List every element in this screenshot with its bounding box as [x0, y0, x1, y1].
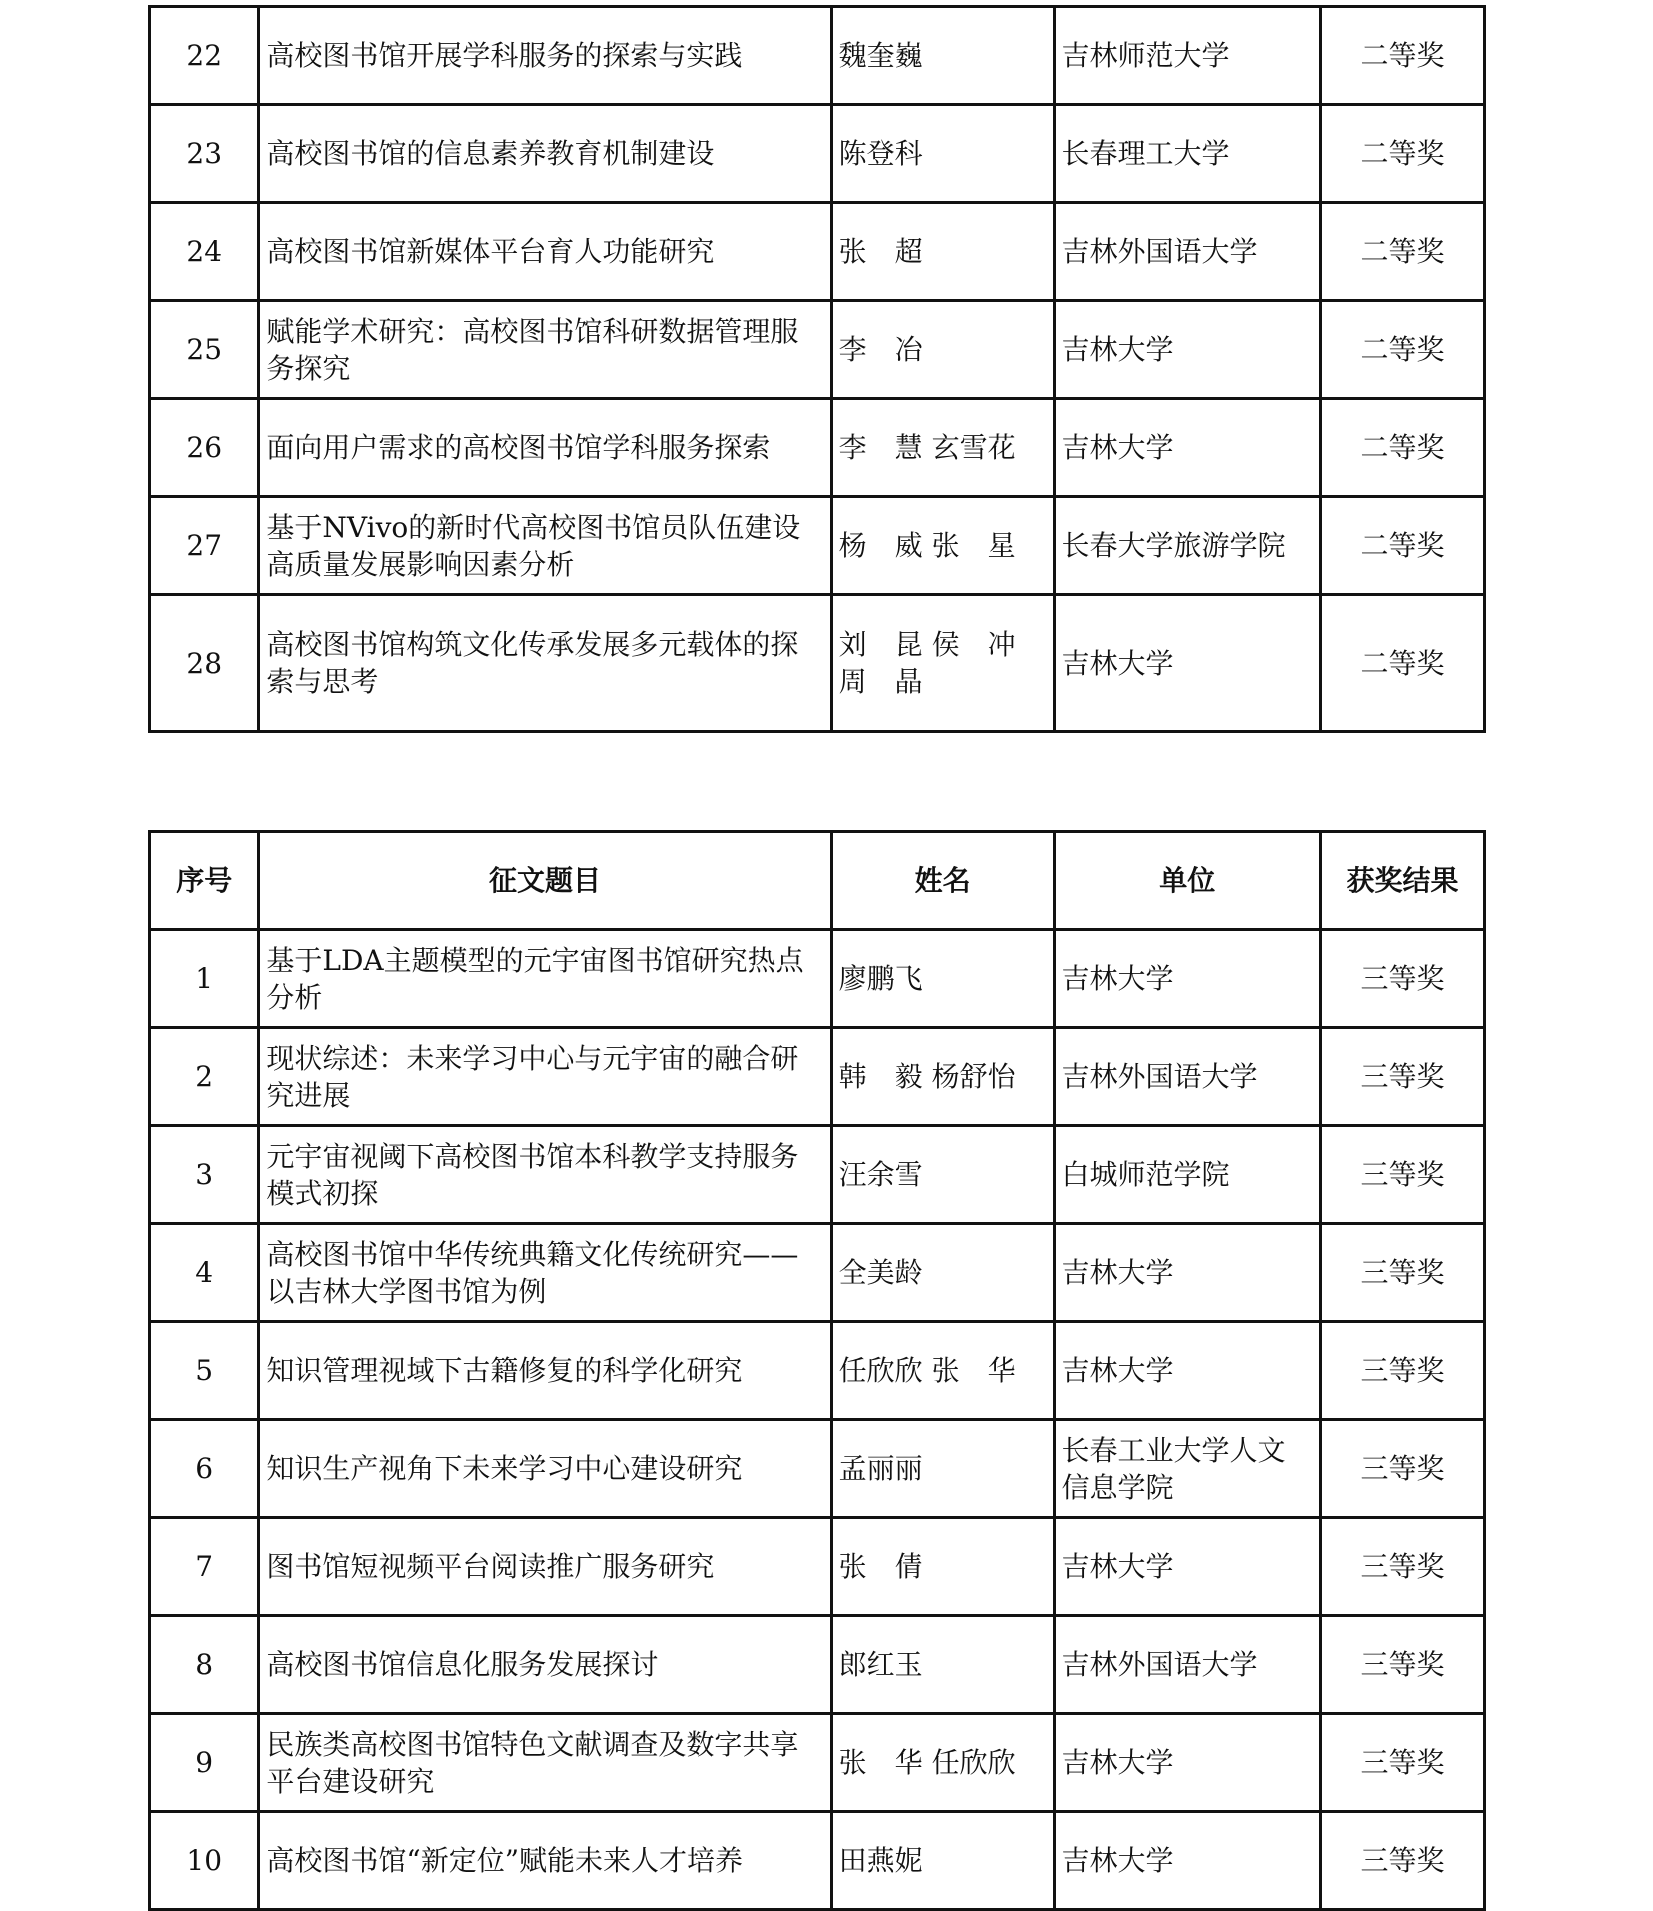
award-table-second-prize: [148, 5, 1486, 733]
row-number: 25: [150, 301, 259, 399]
affiliation: 吉林外国语大学: [1054, 203, 1320, 301]
essay-title: 赋能学术研究：高校图书馆科研数据管理服务探究: [259, 301, 831, 399]
author-name-line: 全美龄: [838, 1256, 923, 1289]
author-name: [831, 203, 1054, 301]
essay-title: 高校图书馆的信息素养教育机制建设: [259, 105, 831, 203]
award-result: 三等奖: [1320, 1322, 1484, 1420]
table-row: [150, 930, 1485, 1028]
award-result: 二等奖: [1320, 399, 1484, 497]
award-result: 三等奖: [1320, 1616, 1484, 1714]
affiliation: 吉林大学: [1054, 1714, 1320, 1812]
row-number: 8: [150, 1616, 259, 1714]
table-row: [150, 1518, 1485, 1616]
award-result: 二等奖: [1320, 497, 1484, 595]
author-name-line: 汪余雪: [838, 1158, 923, 1191]
award-table-third-prize: [148, 830, 1486, 1911]
affiliation: 长春大学旅游学院: [1054, 497, 1320, 595]
affiliation: 吉林大学: [1054, 1812, 1320, 1910]
essay-title: 高校图书馆中华传统典籍文化传统研究——以吉林大学图书馆为例: [259, 1224, 831, 1322]
row-number: 9: [150, 1714, 259, 1812]
header-name: 姓名: [831, 832, 1054, 930]
table-row: [150, 1812, 1485, 1910]
author-name-line: 张 华 任欣欣: [838, 1746, 1016, 1779]
affiliation: 吉林外国语大学: [1054, 1616, 1320, 1714]
author-name: [831, 1322, 1054, 1420]
table-row: [150, 399, 1485, 497]
row-number: 2: [150, 1028, 259, 1126]
table-row: [150, 7, 1485, 105]
table-row: [150, 1420, 1485, 1518]
row-number: 4: [150, 1224, 259, 1322]
author-name: [831, 1126, 1054, 1224]
author-name: [831, 1714, 1054, 1812]
award-result: 三等奖: [1320, 1812, 1484, 1910]
author-name-line: 刘 昆 侯 冲: [838, 628, 1016, 661]
author-name: [831, 930, 1054, 1028]
award-result: 二等奖: [1320, 595, 1484, 732]
affiliation: 长春理工大学: [1054, 105, 1320, 203]
author-name-line: 杨 威 张 星: [838, 529, 1016, 562]
affiliation: 吉林大学: [1054, 1518, 1320, 1616]
row-number: 23: [150, 105, 259, 203]
author-name-line: 任欣欣 张 华: [838, 1354, 1016, 1387]
row-number: 6: [150, 1420, 259, 1518]
table-row: [150, 203, 1485, 301]
award-result: 二等奖: [1320, 203, 1484, 301]
affiliation: 吉林大学: [1054, 399, 1320, 497]
author-name: [831, 1812, 1054, 1910]
essay-title: 知识管理视域下古籍修复的科学化研究: [259, 1322, 831, 1420]
table-row: [150, 301, 1485, 399]
row-number: 22: [150, 7, 259, 105]
essay-title: 面向用户需求的高校图书馆学科服务探索: [259, 399, 831, 497]
affiliation: 吉林大学: [1054, 595, 1320, 732]
award-result: 三等奖: [1320, 1714, 1484, 1812]
essay-title: 基于NVivo的新时代高校图书馆员队伍建设高质量发展影响因素分析: [259, 497, 831, 595]
essay-title: 高校图书馆新媒体平台育人功能研究: [259, 203, 831, 301]
author-name: [831, 1616, 1054, 1714]
award-result: 二等奖: [1320, 301, 1484, 399]
essay-title: 高校图书馆开展学科服务的探索与实践: [259, 7, 831, 105]
award-result: 三等奖: [1320, 1028, 1484, 1126]
row-number: 3: [150, 1126, 259, 1224]
essay-title: 图书馆短视频平台阅读推广服务研究: [259, 1518, 831, 1616]
header-number: 序号: [150, 832, 259, 930]
author-name-line: 张 倩: [838, 1550, 923, 1583]
essay-title: 元宇宙视阈下高校图书馆本科教学支持服务模式初探: [259, 1126, 831, 1224]
header-title: 征文题目: [259, 832, 831, 930]
table-row: [150, 1322, 1485, 1420]
essay-title: 高校图书馆“新定位”赋能未来人才培养: [259, 1812, 831, 1910]
table-row: [150, 1224, 1485, 1322]
affiliation: 吉林大学: [1054, 1224, 1320, 1322]
table-header-row: [150, 832, 1485, 930]
author-name-line: 李 慧 玄雪花: [838, 431, 1016, 464]
author-name: [831, 1224, 1054, 1322]
affiliation: 白城师范学院: [1054, 1126, 1320, 1224]
award-result: 三等奖: [1320, 1420, 1484, 1518]
award-result: 三等奖: [1320, 1224, 1484, 1322]
author-name: [831, 497, 1054, 595]
author-name-line: 郎红玉: [838, 1648, 923, 1681]
table-row: [150, 1028, 1485, 1126]
row-number: 28: [150, 595, 259, 732]
table-row: [150, 497, 1485, 595]
header-result: 获奖结果: [1320, 832, 1484, 930]
table-row: [150, 1126, 1485, 1224]
author-name: [831, 105, 1054, 203]
essay-title: 高校图书馆信息化服务发展探讨: [259, 1616, 831, 1714]
author-name: [831, 301, 1054, 399]
affiliation: 吉林大学: [1054, 301, 1320, 399]
author-name-line: 田燕妮: [838, 1844, 923, 1877]
affiliation: 长春工业大学人文信息学院: [1054, 1420, 1320, 1518]
row-number: 10: [150, 1812, 259, 1910]
row-number: 5: [150, 1322, 259, 1420]
award-result: 二等奖: [1320, 105, 1484, 203]
affiliation: 吉林外国语大学: [1054, 1028, 1320, 1126]
affiliation: 吉林大学: [1054, 1322, 1320, 1420]
author-name-line: 魏奎巍: [838, 39, 923, 72]
table-row: [150, 595, 1485, 732]
award-result: 二等奖: [1320, 7, 1484, 105]
author-name: [831, 595, 1054, 732]
row-number: 24: [150, 203, 259, 301]
author-name: [831, 1028, 1054, 1126]
table-row: [150, 105, 1485, 203]
row-number: 26: [150, 399, 259, 497]
essay-title: 民族类高校图书馆特色文献调查及数字共享平台建设研究: [259, 1714, 831, 1812]
row-number: 1: [150, 930, 259, 1028]
author-name: [831, 7, 1054, 105]
affiliation: 吉林大学: [1054, 930, 1320, 1028]
author-name: [831, 1420, 1054, 1518]
table-row: [150, 1616, 1485, 1714]
author-name: [831, 399, 1054, 497]
essay-title: 高校图书馆构筑文化传承发展多元载体的探索与思考: [259, 595, 831, 732]
table-row: [150, 1714, 1485, 1812]
essay-title: 基于LDA主题模型的元宇宙图书馆研究热点分析: [259, 930, 831, 1028]
header-unit: 单位: [1054, 832, 1320, 930]
essay-title: 知识生产视角下未来学习中心建设研究: [259, 1420, 831, 1518]
row-number: 27: [150, 497, 259, 595]
award-result: 三等奖: [1320, 1518, 1484, 1616]
affiliation: 吉林师范大学: [1054, 7, 1320, 105]
essay-title: 现状综述：未来学习中心与元宇宙的融合研究进展: [259, 1028, 831, 1126]
author-name-line: 韩 毅 杨舒怡: [838, 1060, 1016, 1093]
author-name-line: 陈登科: [838, 137, 923, 170]
author-name-line: 孟丽丽: [838, 1452, 923, 1485]
award-result: 三等奖: [1320, 1126, 1484, 1224]
award-result: 三等奖: [1320, 930, 1484, 1028]
author-name-line: 张 超: [838, 235, 923, 268]
author-name-line: 周 晶: [838, 665, 923, 698]
author-name-line: 李 冶: [838, 333, 923, 366]
author-name: [831, 1518, 1054, 1616]
row-number: 7: [150, 1518, 259, 1616]
author-name-line: 廖鹏飞: [838, 962, 923, 995]
